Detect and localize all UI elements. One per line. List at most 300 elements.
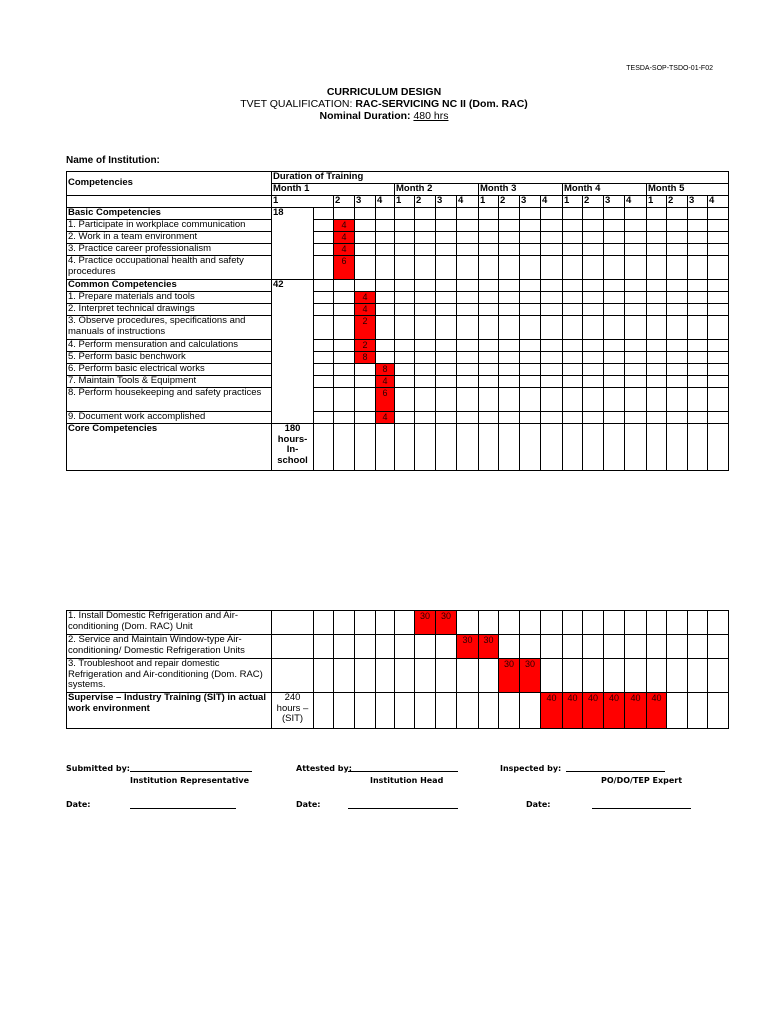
schedule-cell xyxy=(647,208,667,220)
schedule-cell xyxy=(520,208,541,220)
schedule-cell xyxy=(457,611,479,635)
week-header: 2 xyxy=(667,196,688,208)
schedule-cell xyxy=(667,208,688,220)
week-header: 2 xyxy=(415,196,436,208)
schedule-cell xyxy=(520,340,541,352)
schedule-cell xyxy=(604,220,625,232)
schedule-cell xyxy=(583,412,604,424)
schedule-cell xyxy=(563,412,583,424)
inspected-by-label: Inspected by: xyxy=(500,764,562,773)
inspected-role: PO/DO/TEP Expert xyxy=(601,776,683,785)
schedule-hours-value: 40 xyxy=(587,693,598,703)
schedule-cell xyxy=(604,208,625,220)
schedule-hours-value: 40 xyxy=(567,693,578,703)
schedule-cell xyxy=(541,376,563,388)
schedule-cell xyxy=(563,364,583,376)
schedule-cell xyxy=(625,232,647,244)
competency-row xyxy=(67,376,729,388)
schedule-cell xyxy=(647,316,667,340)
schedule-cell xyxy=(604,256,625,280)
schedule-hours-value: 4 xyxy=(341,220,347,230)
schedule-cell xyxy=(541,232,563,244)
schedule-cell xyxy=(688,304,708,316)
duration-label: Nominal Duration: xyxy=(319,110,414,122)
schedule-cell xyxy=(395,244,415,256)
competency-label: 3. Observe procedures, specifications and manuals of instructions xyxy=(67,316,272,340)
schedule-cell xyxy=(355,232,376,244)
schedule-cell xyxy=(708,412,729,424)
schedule-cell xyxy=(541,424,563,471)
schedule-cell xyxy=(376,316,395,340)
schedule-cell xyxy=(355,424,376,471)
schedule-cell xyxy=(625,659,647,693)
schedule-cell xyxy=(479,611,499,635)
schedule-hours-cell xyxy=(541,693,563,729)
schedule-cell xyxy=(520,316,541,340)
schedule-cell xyxy=(688,256,708,280)
week-header: 3 xyxy=(355,196,376,208)
section-header: Core Competencies xyxy=(67,424,272,471)
schedule-cell xyxy=(314,424,334,471)
schedule-cell xyxy=(415,388,436,412)
schedule-hours-value: 30 xyxy=(419,611,430,621)
schedule-cell xyxy=(625,388,647,412)
schedule-cell xyxy=(708,292,729,304)
schedule-cell xyxy=(563,611,583,635)
schedule-hours-cell xyxy=(376,388,395,412)
schedule-cell xyxy=(457,220,479,232)
schedule-cell xyxy=(376,244,395,256)
week-header: 2 xyxy=(334,196,355,208)
section-header-row xyxy=(67,424,729,471)
schedule-cell xyxy=(436,256,457,280)
schedule-cell xyxy=(415,292,436,304)
schedule-hours-cell xyxy=(479,635,499,659)
schedule-cell xyxy=(376,424,395,471)
schedule-cell xyxy=(708,352,729,364)
schedule-cell xyxy=(667,256,688,280)
institution-label: Name of Institution: xyxy=(66,155,160,166)
schedule-cell xyxy=(647,635,667,659)
schedule-cell xyxy=(314,352,334,364)
sit-hours: 240 hours – (SIT) xyxy=(272,693,314,729)
schedule-cell xyxy=(314,304,334,316)
schedule-cell xyxy=(667,340,688,352)
schedule-cell xyxy=(355,220,376,232)
schedule-cell xyxy=(395,304,415,316)
schedule-hours-cell xyxy=(355,304,376,316)
schedule-cell xyxy=(499,244,520,256)
schedule-cell xyxy=(415,316,436,340)
schedule-cell xyxy=(479,412,499,424)
schedule-cell xyxy=(583,304,604,316)
competency-row xyxy=(67,352,729,364)
schedule-cell xyxy=(415,659,436,693)
schedule-cell xyxy=(688,388,708,412)
schedule-cell xyxy=(541,352,563,364)
schedule-cell xyxy=(647,376,667,388)
section-header: Common Competencies xyxy=(67,280,272,292)
duration-value: 480 hrs xyxy=(413,110,449,122)
schedule-cell xyxy=(355,412,376,424)
schedule-cell xyxy=(604,364,625,376)
schedule-cell xyxy=(541,340,563,352)
schedule-cell xyxy=(499,388,520,412)
schedule-cell xyxy=(708,340,729,352)
schedule-cell xyxy=(355,244,376,256)
schedule-cell xyxy=(708,280,729,292)
schedule-cell xyxy=(583,208,604,220)
schedule-cell xyxy=(457,352,479,364)
schedule-cell xyxy=(499,376,520,388)
schedule-cell xyxy=(647,352,667,364)
date-label: Date: xyxy=(66,800,91,809)
schedule-cell xyxy=(583,659,604,693)
schedule-cell xyxy=(520,232,541,244)
schedule-cell xyxy=(436,232,457,244)
schedule-cell xyxy=(688,244,708,256)
schedule-cell xyxy=(604,280,625,292)
schedule-cell xyxy=(583,280,604,292)
schedule-cell xyxy=(479,208,499,220)
schedule-cell xyxy=(520,292,541,304)
inspected-signature-line[interactable] xyxy=(566,771,665,772)
month-2-header: Month 2 xyxy=(395,184,479,196)
schedule-hours-value: 2 xyxy=(362,340,368,350)
schedule-hours-value: 4 xyxy=(341,232,347,242)
competency-row xyxy=(67,635,729,659)
week-header: 1 xyxy=(647,196,667,208)
schedule-hours-cell xyxy=(355,292,376,304)
week-header-row xyxy=(67,196,729,208)
schedule-cell xyxy=(355,280,376,292)
submitted-signature-line[interactable] xyxy=(130,771,252,772)
schedule-cell xyxy=(583,220,604,232)
schedule-cell xyxy=(479,232,499,244)
schedule-cell xyxy=(563,316,583,340)
schedule-cell xyxy=(667,412,688,424)
schedule-cell xyxy=(541,220,563,232)
schedule-cell xyxy=(479,693,499,729)
schedule-cell xyxy=(499,424,520,471)
duration-line xyxy=(0,110,768,122)
schedule-cell xyxy=(667,659,688,693)
schedule-cell xyxy=(583,364,604,376)
schedule-cell xyxy=(334,364,355,376)
date-line[interactable] xyxy=(592,808,691,809)
schedule-cell xyxy=(604,388,625,412)
schedule-cell xyxy=(625,244,647,256)
schedule-hours-cell xyxy=(355,340,376,352)
schedule-cell xyxy=(334,635,355,659)
schedule-cell xyxy=(395,364,415,376)
schedule-cell xyxy=(688,364,708,376)
schedule-cell xyxy=(376,208,395,220)
schedule-cell xyxy=(457,424,479,471)
schedule-cell xyxy=(520,256,541,280)
week-header: 4 xyxy=(541,196,563,208)
schedule-cell xyxy=(395,424,415,471)
competency-label: 4. Perform mensuration and calculations xyxy=(67,340,272,352)
schedule-cell xyxy=(479,376,499,388)
schedule-hours-cell xyxy=(520,659,541,693)
schedule-cell xyxy=(272,659,314,693)
schedule-cell xyxy=(355,376,376,388)
schedule-cell xyxy=(541,659,563,693)
schedule-cell xyxy=(625,635,647,659)
schedule-cell xyxy=(563,232,583,244)
schedule-cell xyxy=(395,412,415,424)
schedule-cell xyxy=(415,256,436,280)
schedule-cell xyxy=(436,635,457,659)
schedule-cell xyxy=(457,208,479,220)
schedule-cell xyxy=(708,256,729,280)
attested-by-label: Attested by: xyxy=(296,764,352,773)
date-label: Date: xyxy=(526,800,551,809)
week-header: 1 xyxy=(563,196,583,208)
schedule-cell xyxy=(436,388,457,412)
schedule-cell xyxy=(314,280,334,292)
competency-label: 1. Prepare materials and tools xyxy=(67,292,272,304)
schedule-cell xyxy=(395,208,415,220)
week-header: 1 xyxy=(479,196,499,208)
schedule-cell xyxy=(667,611,688,635)
schedule-cell xyxy=(436,376,457,388)
schedule-cell xyxy=(436,424,457,471)
schedule-cell xyxy=(688,693,708,729)
schedule-cell xyxy=(688,340,708,352)
schedule-hours-cell xyxy=(604,693,625,729)
schedule-cell xyxy=(688,220,708,232)
schedule-cell xyxy=(688,292,708,304)
schedule-cell xyxy=(583,635,604,659)
core-hours: 180 hours- In-school xyxy=(272,424,314,471)
schedule-cell xyxy=(499,292,520,304)
attested-role: Institution Head xyxy=(370,776,444,785)
schedule-cell xyxy=(376,693,395,729)
schedule-cell xyxy=(688,424,708,471)
schedule-cell xyxy=(334,316,355,340)
attested-signature-line[interactable] xyxy=(348,771,458,772)
week-header: 3 xyxy=(688,196,708,208)
schedule-cell xyxy=(647,659,667,693)
week-header: 3 xyxy=(520,196,541,208)
schedule-cell xyxy=(334,424,355,471)
schedule-cell xyxy=(708,611,729,635)
date-line[interactable] xyxy=(130,808,236,809)
schedule-cell xyxy=(334,340,355,352)
schedule-cell xyxy=(604,292,625,304)
schedule-cell xyxy=(457,316,479,340)
week-header: 4 xyxy=(708,196,729,208)
schedule-cell xyxy=(355,256,376,280)
schedule-hours-cell xyxy=(355,352,376,364)
core-schedule-table xyxy=(66,610,729,729)
week-header: 4 xyxy=(376,196,395,208)
schedule-cell xyxy=(708,244,729,256)
schedule-cell xyxy=(395,232,415,244)
schedule-cell xyxy=(667,352,688,364)
schedule-cell xyxy=(625,611,647,635)
schedule-cell xyxy=(272,635,314,659)
competency-label: 3. Troubleshoot and repair domestic Refrigeration and Air-conditioning (Dom. RAC) systems. xyxy=(67,659,272,693)
schedule-cell xyxy=(355,635,376,659)
schedule-hours-value: 4 xyxy=(362,304,368,314)
schedule-cell xyxy=(376,220,395,232)
schedule-cell xyxy=(436,244,457,256)
schedule-cell xyxy=(415,340,436,352)
schedule-cell xyxy=(625,412,647,424)
schedule-cell xyxy=(395,280,415,292)
schedule-cell xyxy=(376,611,395,635)
schedule-cell xyxy=(314,244,334,256)
schedule-hours-cell xyxy=(415,611,436,635)
competency-label: 2. Service and Maintain Window-type Air-conditioning/ Domestic Refrigeration Units xyxy=(67,635,272,659)
schedule-cell xyxy=(395,352,415,364)
schedule-cell xyxy=(436,292,457,304)
schedule-cell xyxy=(499,316,520,340)
section-header-row xyxy=(67,280,729,292)
schedule-cell xyxy=(314,611,334,635)
schedule-cell xyxy=(436,304,457,316)
schedule-cell xyxy=(314,659,334,693)
schedule-cell xyxy=(563,256,583,280)
schedule-cell xyxy=(563,635,583,659)
competency-row xyxy=(67,304,729,316)
schedule-cell xyxy=(688,280,708,292)
schedule-cell xyxy=(688,352,708,364)
schedule-cell xyxy=(334,388,355,412)
schedule-cell xyxy=(395,693,415,729)
schedule-cell xyxy=(314,388,334,412)
schedule-cell xyxy=(499,635,520,659)
schedule-cell xyxy=(376,292,395,304)
schedule-hours-value: 40 xyxy=(546,693,557,703)
schedule-cell xyxy=(376,659,395,693)
schedule-hours-cell xyxy=(334,220,355,232)
schedule-cell xyxy=(415,412,436,424)
schedule-hours-value: 4 xyxy=(362,292,368,302)
schedule-cell xyxy=(457,292,479,304)
schedule-cell xyxy=(667,316,688,340)
schedule-cell xyxy=(688,412,708,424)
schedule-cell xyxy=(499,611,520,635)
schedule-cell xyxy=(499,364,520,376)
schedule-cell xyxy=(436,316,457,340)
sit-label: Supervise – Industry Training (SIT) in actual work environment xyxy=(67,693,272,729)
schedule-cell xyxy=(604,232,625,244)
week-header: 3 xyxy=(436,196,457,208)
schedule-cell xyxy=(708,316,729,340)
schedule-cell xyxy=(708,693,729,729)
schedule-cell xyxy=(541,280,563,292)
schedule-cell xyxy=(708,376,729,388)
schedule-cell xyxy=(499,220,520,232)
schedule-cell xyxy=(520,424,541,471)
schedule-cell xyxy=(604,316,625,340)
schedule-cell xyxy=(395,340,415,352)
schedule-cell xyxy=(334,412,355,424)
schedule-cell xyxy=(667,280,688,292)
schedule-cell xyxy=(647,244,667,256)
schedule-cell xyxy=(314,376,334,388)
schedule-cell xyxy=(667,693,688,729)
schedule-cell xyxy=(563,659,583,693)
schedule-cell xyxy=(647,388,667,412)
schedule-cell xyxy=(647,304,667,316)
schedule-hours-cell xyxy=(499,659,520,693)
qualification-line xyxy=(0,98,768,110)
schedule-cell xyxy=(457,693,479,729)
schedule-cell xyxy=(625,208,647,220)
schedule-hours-cell xyxy=(355,316,376,340)
schedule-cell xyxy=(604,376,625,388)
schedule-cell xyxy=(355,693,376,729)
schedule-cell xyxy=(541,292,563,304)
schedule-hours-value: 8 xyxy=(362,352,368,362)
schedule-cell xyxy=(415,693,436,729)
schedule-cell xyxy=(334,280,355,292)
schedule-cell xyxy=(583,340,604,352)
schedule-cell xyxy=(708,208,729,220)
schedule-cell xyxy=(583,316,604,340)
competency-row xyxy=(67,316,729,340)
competency-row xyxy=(67,364,729,376)
schedule-cell xyxy=(708,364,729,376)
schedule-cell xyxy=(541,304,563,316)
schedule-cell xyxy=(520,376,541,388)
schedule-hours-value: 30 xyxy=(483,635,494,645)
schedule-hours-cell xyxy=(625,693,647,729)
schedule-hours-cell xyxy=(376,412,395,424)
submitted-by-label: Submitted by: xyxy=(66,764,130,773)
competency-row xyxy=(67,292,729,304)
schedule-cell xyxy=(479,388,499,412)
schedule-cell xyxy=(541,635,563,659)
schedule-cell xyxy=(355,659,376,693)
schedule-cell xyxy=(314,340,334,352)
schedule-cell xyxy=(479,304,499,316)
schedule-cell xyxy=(436,693,457,729)
core-rows xyxy=(67,611,729,729)
schedule-cell xyxy=(647,424,667,471)
schedule-cell xyxy=(708,424,729,471)
date-line[interactable] xyxy=(348,808,458,809)
schedule-cell xyxy=(583,256,604,280)
schedule-cell xyxy=(647,280,667,292)
schedule-cell xyxy=(436,220,457,232)
section-header-row xyxy=(67,208,729,220)
schedule-hours-value: 8 xyxy=(382,364,388,374)
schedule-cell xyxy=(415,376,436,388)
schedule-cell xyxy=(708,388,729,412)
schedule-cell xyxy=(563,220,583,232)
competency-label: 4. Practice occupational health and safety procedures xyxy=(67,256,272,280)
schedule-cell xyxy=(647,256,667,280)
schedule-cell xyxy=(479,352,499,364)
schedule-hours-value: 6 xyxy=(341,256,347,266)
schedule-cell xyxy=(479,364,499,376)
competency-label: 9. Document work accomplished xyxy=(67,412,272,424)
schedule-cell xyxy=(625,364,647,376)
schedule-cell xyxy=(520,412,541,424)
schedule-cell xyxy=(479,244,499,256)
section-header: Basic Competencies xyxy=(67,208,272,220)
schedule-cell xyxy=(415,352,436,364)
schedule-cell xyxy=(415,244,436,256)
schedule-cell xyxy=(395,659,415,693)
schedule-hours-value: 30 xyxy=(503,659,514,669)
